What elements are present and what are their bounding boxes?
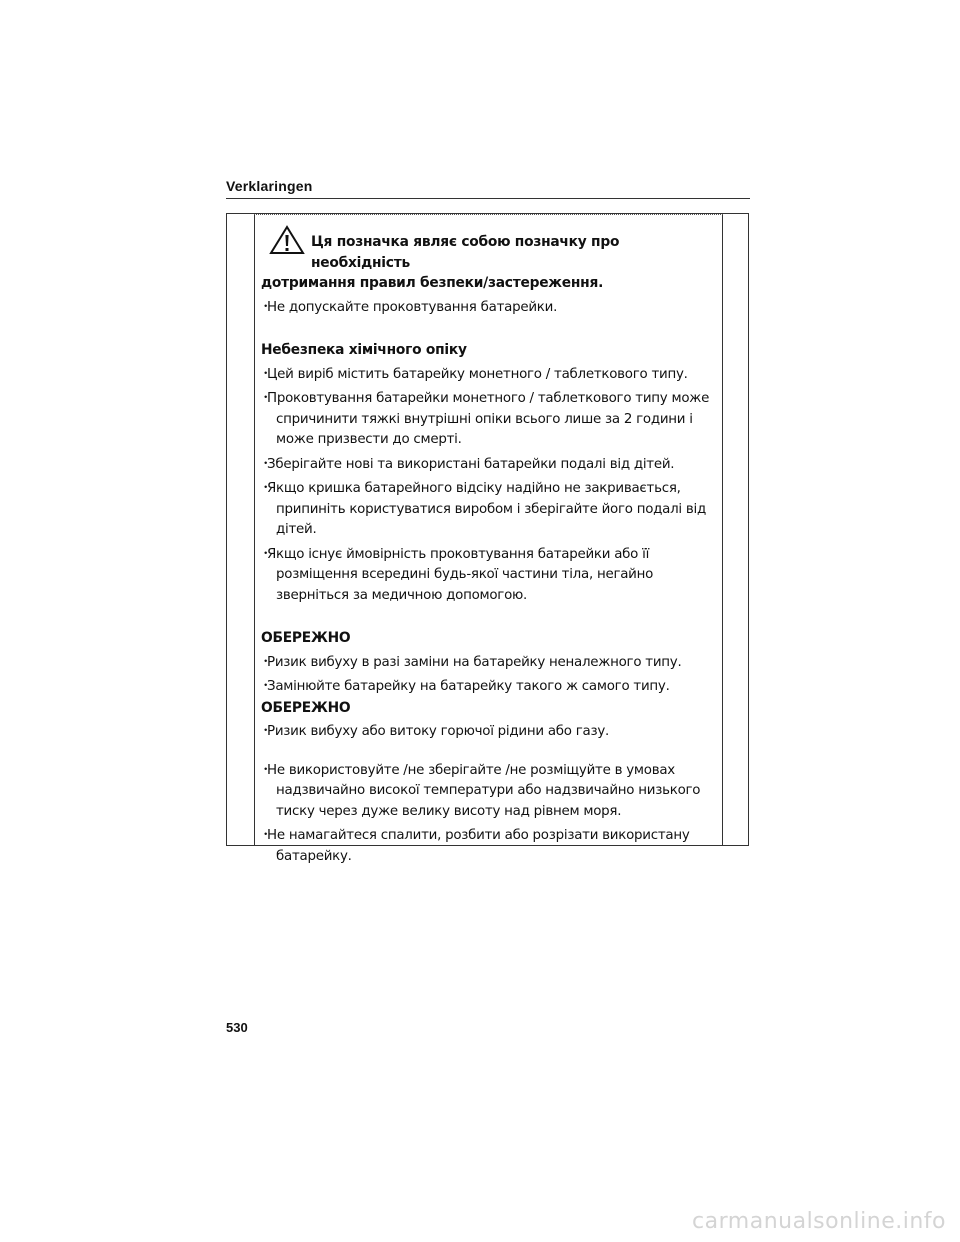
dotted-top-border <box>254 214 723 215</box>
chemical-bullet-2: ・ Проковтування батарейки монетного / таблеткового типу може спричинити тяжкі внутрішні опіки всього лише за 2 години і може призвести до смерті. <box>261 389 711 451</box>
safety-intro-line <box>261 232 711 273</box>
bullet-swallow: ・ Не допускайте проковтування батарейки. <box>261 298 711 319</box>
chemical-bullet-5: ・ Якщо існує ймовірність проковтування батарейки або її розміщення всередині будь-якої частини тіла, негайно зверніться за медичною допомогою. <box>261 545 711 607</box>
chemical-burn-heading: Небезпека хімічного опіку <box>261 342 467 358</box>
caution-1-bullet-2: ・ Замінюйте батарейку на батарейку такого ж самого типу. <box>261 677 711 698</box>
intro-text-1: Ця позначка являє собою позначку про необхідність <box>311 234 620 271</box>
intro-text-2: дотримання правил безпеки/застереження. <box>261 275 604 291</box>
caution-1-bullet-1: ・ Ризик вибуху в разі заміни на батарейку неналежного типу. <box>261 653 711 674</box>
header-divider <box>226 198 750 199</box>
warning-content <box>261 232 711 867</box>
chemical-bullet-4: ・ Якщо кришка батарейного відсіку надійно не закривається, припиніть користуватися виробом і зберігайте його подалі від дітей. <box>261 479 711 541</box>
page-number: 530 <box>226 1020 248 1035</box>
warning-triangle-icon <box>269 225 305 255</box>
caution-heading-1: ОБЕРЕЖНО <box>261 630 351 646</box>
caution-heading-2: ОБЕРЕЖНО <box>261 699 351 716</box>
final-bullet-2: ・ Не намагайтеся спалити, розбити або розрізати використану батарейку. <box>261 826 711 867</box>
section-title: Verklaringen <box>226 178 313 194</box>
caution-2-bullet-1: ・ Ризик вибуху або витоку горючої рідини або газу. <box>261 722 711 743</box>
final-bullet-1: ・ Не використовуйте /не зберігайте /не розміщуйте в умовах надзвичайно високої температури або надзвичайно низького тиску через дуже велику висоту над рівнем моря. <box>261 761 711 823</box>
watermark: carmanualsonline.info <box>692 1209 946 1234</box>
chemical-bullet-3: ・ Зберігайте нові та використані батарейки подалі від дітей. <box>261 455 711 476</box>
chemical-bullet-1: ・ Цей виріб містить батарейку монетного / таблеткового типу. <box>261 365 711 386</box>
